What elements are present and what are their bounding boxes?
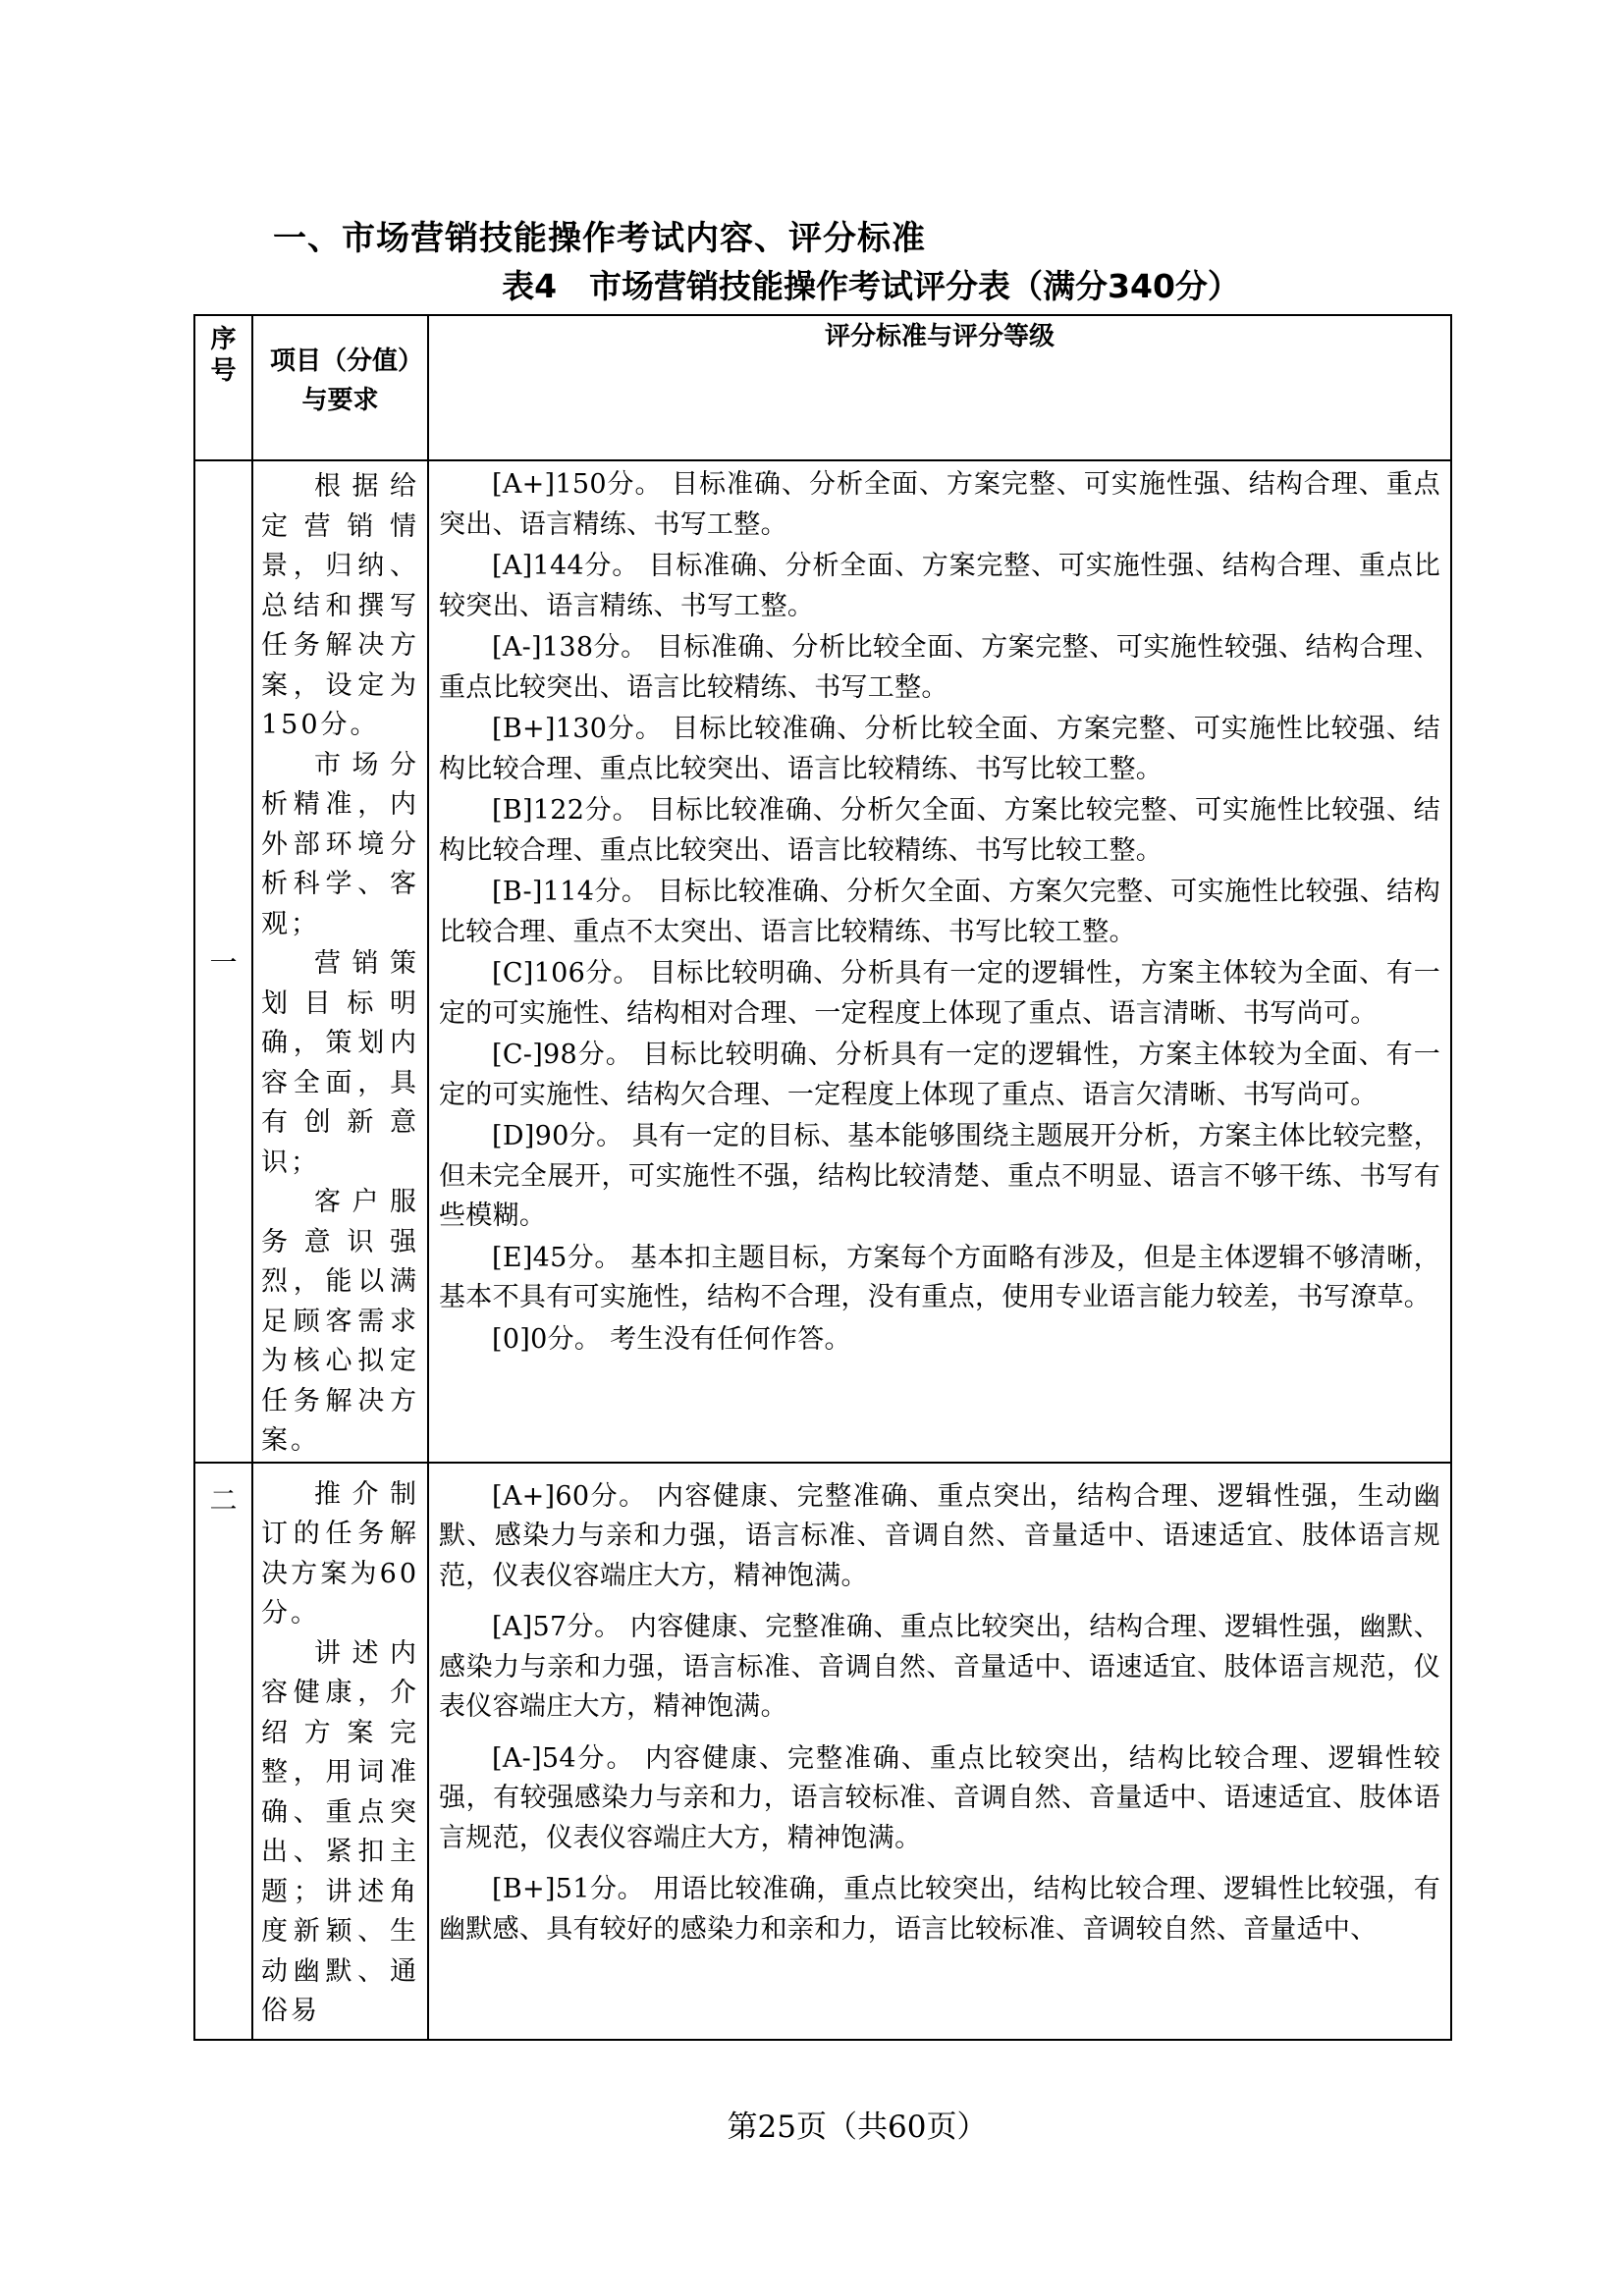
table-header-row: [194, 315, 1451, 460]
item-paragraph: 市场分析精准，内外部环境分析科学、客观；: [261, 749, 419, 939]
criteria-grade: [D]90分。 具有一定的目标、基本能够围绕主题展开分析，方案主体比较完整，但未完全展开，可实施性不强，结构比较清楚、重点不明显、语言不够干练、书写有些模糊。: [439, 1121, 1440, 1231]
row-item-requirements: [252, 1463, 428, 2040]
criteria-grade: [B]122分。 目标比较准确、分析欠全面、方案比较完整、可实施性比较强、结构比较合理、重点比较突出、语言比较精练、书写比较工整。: [439, 795, 1440, 866]
criteria-grade: [0]0分。 考生没有任何作答。: [492, 1323, 851, 1355]
item-paragraph: 讲述内容健康，介绍方案完整，用词准确、重点突出、紧扣主题；讲述角度新颖、生动幽默、通俗易: [261, 1637, 419, 2026]
criteria-grade: [B-]114分。 目标比较准确、分析欠全面、方案欠完整、可实施性比较强、结构比较合理、重点不太突出、语言比较精练、书写比较工整。: [439, 877, 1440, 947]
criteria-grade: [E]45分。 基本扣主题目标，方案每个方面略有涉及，但是主体逻辑不够清晰，基本不具有可实施性，结构不合理，没有重点，使用专业语言能力较差，书写潦草。: [439, 1242, 1440, 1312]
criteria-grade: [A]57分。 内容健康、完整准确、重点比较突出，结构合理、逻辑性强，幽默、感染力与亲和力强，语言标准、音调自然、音量适中、语速适宜、肢体语言规范，仪表仪容端庄大方，精神饱满。: [439, 1612, 1440, 1722]
table-row: [194, 1463, 1451, 2040]
item-paragraph: 营销策划目标明确，策划内容全面，具有创新意识；: [261, 948, 419, 1178]
header-item-label: 项目（分值）与要求: [269, 347, 410, 415]
item-paragraph: 客户服务意识强烈，能以满足顾客需求为核心拟定任务解决方案。: [261, 1187, 419, 1456]
row-criteria: [428, 1463, 1451, 2040]
table-caption: 表4 市场营销技能操作考试评分表（满分340分）: [502, 267, 1240, 305]
header-seq-label: 序号: [210, 325, 237, 386]
criteria-grade: [A+]60分。 内容健康、完整准确、重点突出，结构合理、逻辑性强，生动幽默、感染力与亲和力强，语言标准、音调自然、音量适中、语速适宜、肢体语言规范，仪表仪容端庄大方，精神饱满。: [439, 1480, 1440, 1591]
item-paragraph: 推介制订的任务解决方案为60分。: [261, 1478, 419, 1629]
header-seq: [194, 315, 252, 460]
row-item-requirements: [252, 460, 428, 1463]
criteria-grade: [B+]51分。 用语比较准确，重点比较突出，结构比较合理、逻辑性比较强，有幽默感、具有较好的感染力和亲和力，语言比较标准、音调较自然、音量适中、: [439, 1874, 1440, 1945]
criteria-grade: [A-]138分。 目标准确、分析比较全面、方案完整、可实施性较强、结构合理、重点比较突出、语言比较精练、书写工整。: [439, 632, 1440, 703]
criteria-grade: [A]144分。 目标准确、分析全面、方案完整、可实施性强、结构合理、重点比较突出、语言精练、书写工整。: [439, 551, 1440, 621]
criteria-grade: [C-]98分。 目标比较明确、分析具有一定的逻辑性，方案主体较为全面、有一定的可实施性、结构欠合理、一定程度上体现了重点、语言欠清晰、书写尚可。: [439, 1040, 1440, 1110]
section-heading: 一、市场营销技能操作考试内容、评分标准: [273, 219, 926, 258]
criteria-grade: [B+]130分。 目标比较准确、分析比较全面、方案完整、可实施性比较强、结构比较合理、重点比较突出、语言比较精练、书写比较工整。: [439, 714, 1440, 784]
row-criteria: [428, 460, 1451, 1463]
header-item: [252, 315, 428, 460]
scoring-table: [193, 314, 1452, 2041]
row-seq: 二: [194, 1463, 252, 2040]
header-criteria: 评分标准与评分等级: [428, 315, 1451, 460]
criteria-grade: [A-]54分。 内容健康、完整准确、重点比较突出，结构比较合理、逻辑性较强，有较强感染力与亲和力，语言较标准、音调自然、音量适中、语速适宜、肢体语言规范，仪表仪容端庄大方，精神饱满。: [439, 1742, 1440, 1853]
row-seq: 一: [194, 460, 252, 1463]
item-paragraph: 根据给定营销情景，归纳、总结和撰写任务解决方案，设定为150分。: [261, 471, 419, 740]
page-footer: 第25页（共60页）: [727, 2109, 988, 2145]
criteria-grade: [A+]150分。 目标准确、分析全面、方案完整、可实施性强、结构合理、重点突出、语言精练、书写工整。: [439, 469, 1440, 540]
table-row: [194, 460, 1451, 1463]
criteria-grade: [C]106分。 目标比较明确、分析具有一定的逻辑性，方案主体较为全面、有一定的可实施性、结构相对合理、一定程度上体现了重点、语言清晰、书写尚可。: [439, 958, 1440, 1029]
